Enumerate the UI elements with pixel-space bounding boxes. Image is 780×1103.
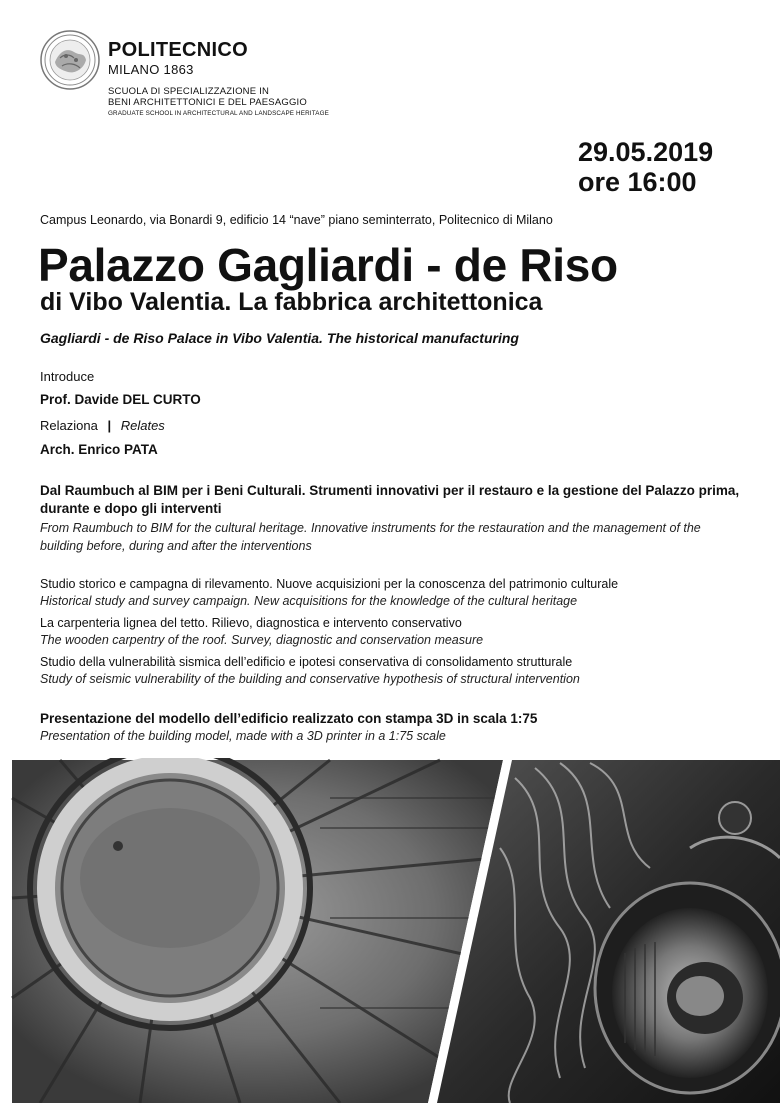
event-title-en: Gagliardi - de Riso Palace in Vibo Valentia. The historical manufacturing	[40, 330, 519, 346]
relates-separator: |	[107, 418, 112, 433]
relates-label: Relaziona	[40, 418, 98, 433]
event-subtitle: di Vibo Valentia. La fabbrica architettonica	[40, 288, 543, 316]
photo-collage	[0, 758, 780, 1103]
talk-1-title-it: Dal Raumbuch al BIM per i Beni Culturali. Strumenti innovativi per il restauro e la gestione del Palazzo prima, durante e dopo gli interventi	[40, 483, 740, 516]
talk-2-title-it: Studio storico e campagna di rilevamento. Nuove acquisizioni per la conoscenza del patrimonio culturale	[40, 577, 619, 591]
intro-label: Introduce	[40, 369, 95, 384]
school-name-en: GRADUATE SCHOOL IN ARCHITECTURAL AND LANDSCAPE HERITAGE	[108, 110, 329, 117]
school-name-it-line1: SCUOLA DI SPECIALIZZAZIONE IN	[108, 86, 270, 97]
oculus-photo	[12, 758, 503, 1103]
institution-name: POLITECNICO	[108, 39, 248, 61]
event-time: ore 16:00	[578, 167, 697, 197]
relates-label-en: Relates	[120, 418, 165, 433]
talk-5-title-it: Presentazione del modello dell’edificio realizzato con stampa 3D in scala 1:75	[40, 711, 538, 726]
politecnico-seal-icon	[40, 30, 100, 90]
talk-3-title-it: La carpenteria lignea del tetto. Rilievo, diagnostica e intervento conservativo	[40, 616, 462, 630]
talk-2-title-en: Historical study and survey campaign. New acquisitions for the knowledge of the cultural heritage	[40, 594, 578, 608]
talk-4-title-en: Study of seismic vulnerability of the building and conservative hypothesis of structural intervention	[40, 672, 580, 686]
talk-1-title-en: From Raumbuch to BIM for the cultural heritage. Innovative instruments for the restauration and the management of the building before, during and after the interventions	[40, 521, 701, 553]
event-date: 29.05.2019	[578, 137, 714, 167]
institution-subtitle: MILANO 1863	[108, 62, 194, 77]
intro-speaker: Prof. Davide DEL CURTO	[40, 392, 201, 407]
event-venue: Campus Leonardo, via Bonardi 9, edificio 14 “nave” piano seminterrato, Politecnico di Milano	[40, 213, 553, 227]
relates-line	[40, 418, 165, 433]
relates-speaker: Arch. Enrico PATA	[40, 442, 158, 457]
event-title: Palazzo Gagliardi - de Riso	[38, 239, 618, 291]
talk-5-title-en: Presentation of the building model, made with a 3D printer in a 1:75 scale	[40, 729, 446, 743]
school-name-it-line2: BENI ARCHITETTONICI E DEL PAESAGGIO	[108, 97, 307, 108]
talk-3-title-en: The wooden carpentry of the roof. Survey, diagnostic and conservation measure	[40, 633, 484, 647]
talk-4-title-it: Studio della vulnerabilità sismica dell’edificio e ipotesi conservativa di consolidamento strutturale	[40, 655, 573, 669]
